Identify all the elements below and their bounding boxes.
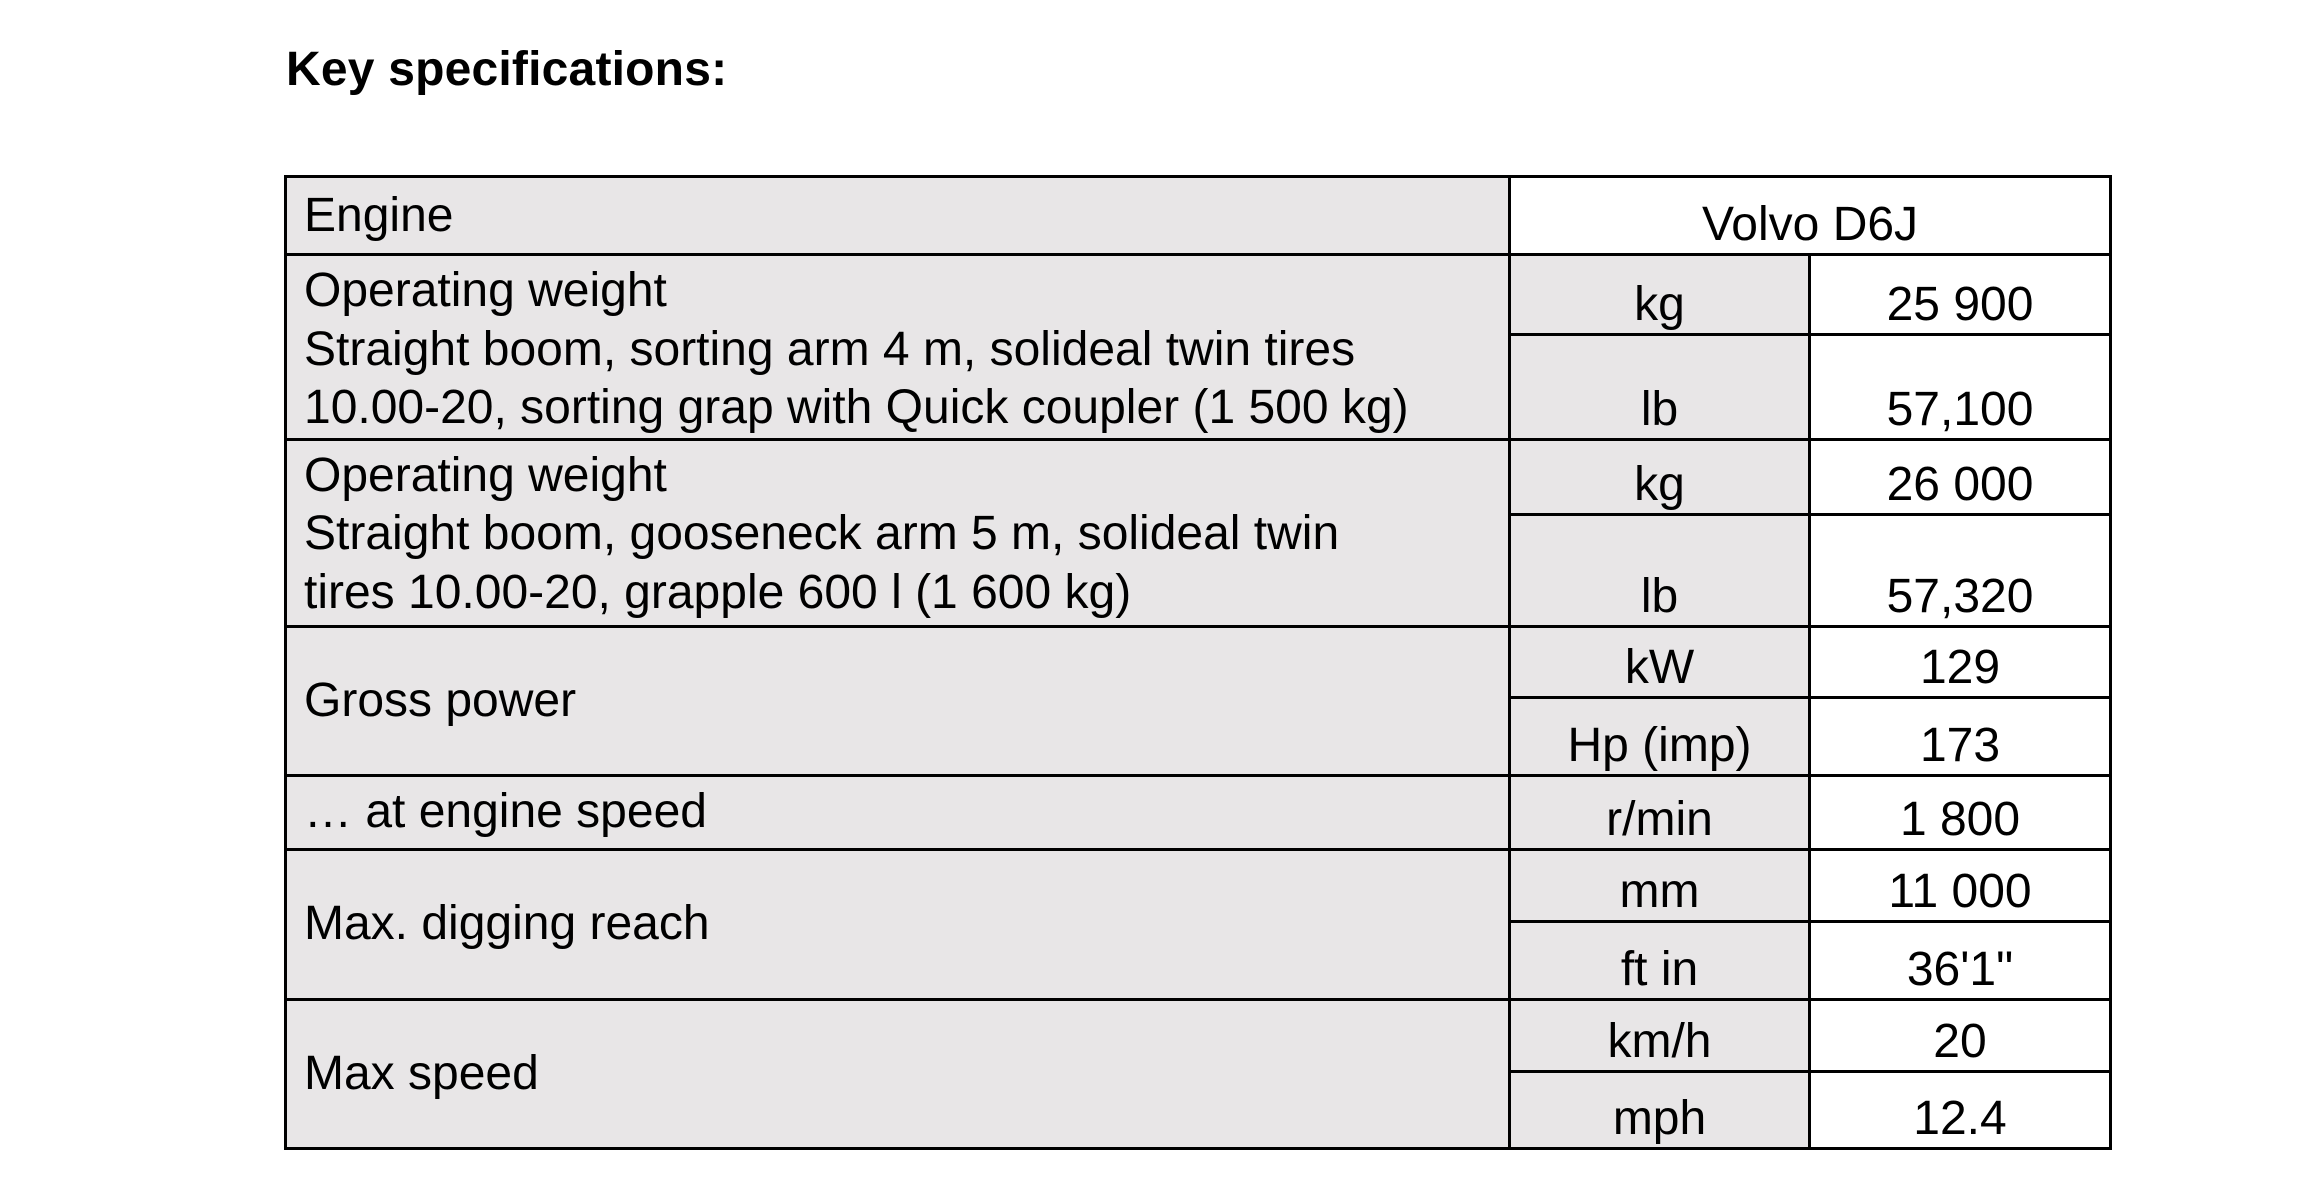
- unit-cell: kW: [1510, 626, 1810, 697]
- digging-reach-label: Max. digging reach: [286, 849, 1510, 999]
- label-line: tires 10.00-20, grapple 600 l (1 600 kg): [304, 565, 1132, 619]
- max-speed-label: Max speed: [286, 999, 1510, 1148]
- value-cell: 20: [1810, 999, 2111, 1071]
- engine-speed-label: … at engine speed: [286, 775, 1510, 849]
- value-cell: 57,100: [1810, 334, 2111, 439]
- table-row: [286, 626, 2111, 697]
- value-cell: 173: [1810, 697, 2111, 775]
- label-line: Operating weight: [304, 264, 667, 317]
- table-row: [286, 999, 2111, 1071]
- unit-cell: mm: [1510, 849, 1810, 921]
- unit-cell: km/h: [1510, 999, 1810, 1071]
- value-cell: 129: [1810, 626, 2111, 697]
- value-cell: 36'1": [1810, 921, 2111, 999]
- unit-cell: kg: [1510, 255, 1810, 335]
- value-cell: 1 800: [1810, 775, 2111, 849]
- gross-power-label: Gross power: [286, 626, 1510, 775]
- value-cell: 11 000: [1810, 849, 2111, 921]
- table-row: [286, 255, 2111, 335]
- table-row: [286, 849, 2111, 921]
- table-row: [286, 439, 2111, 514]
- page-title: Key specifications:: [286, 43, 728, 96]
- table-row: [286, 775, 2111, 849]
- engine-model: Volvo D6J: [1510, 177, 2111, 255]
- label-line: 10.00-20, sorting grap with Quick coupler (1 500 kg): [304, 381, 1409, 434]
- label-line: Straight boom, sorting arm 4 m, solideal twin tires: [304, 322, 1356, 376]
- operating-weight-1-label: [286, 255, 1510, 440]
- unit-cell: Hp (imp): [1510, 697, 1810, 775]
- operating-weight-2-label: [286, 439, 1510, 626]
- value-cell: 25 900: [1810, 255, 2111, 335]
- label-line: Operating weight: [304, 448, 667, 502]
- label-line: Straight boom, gooseneck arm 5 m, solideal twin: [304, 507, 1340, 560]
- unit-cell: r/min: [1510, 775, 1810, 849]
- value-cell: 26 000: [1810, 439, 2111, 514]
- value-cell: 12.4: [1810, 1071, 2111, 1148]
- unit-cell: lb: [1510, 334, 1810, 439]
- unit-cell: ft in: [1510, 921, 1810, 999]
- engine-label: Engine: [286, 177, 1510, 255]
- table-row-engine: [286, 177, 2111, 255]
- value-cell: 57,320: [1810, 514, 2111, 626]
- unit-cell: kg: [1510, 439, 1810, 514]
- unit-cell: mph: [1510, 1071, 1810, 1148]
- unit-cell: lb: [1510, 514, 1810, 626]
- specifications-table: [284, 175, 2112, 1150]
